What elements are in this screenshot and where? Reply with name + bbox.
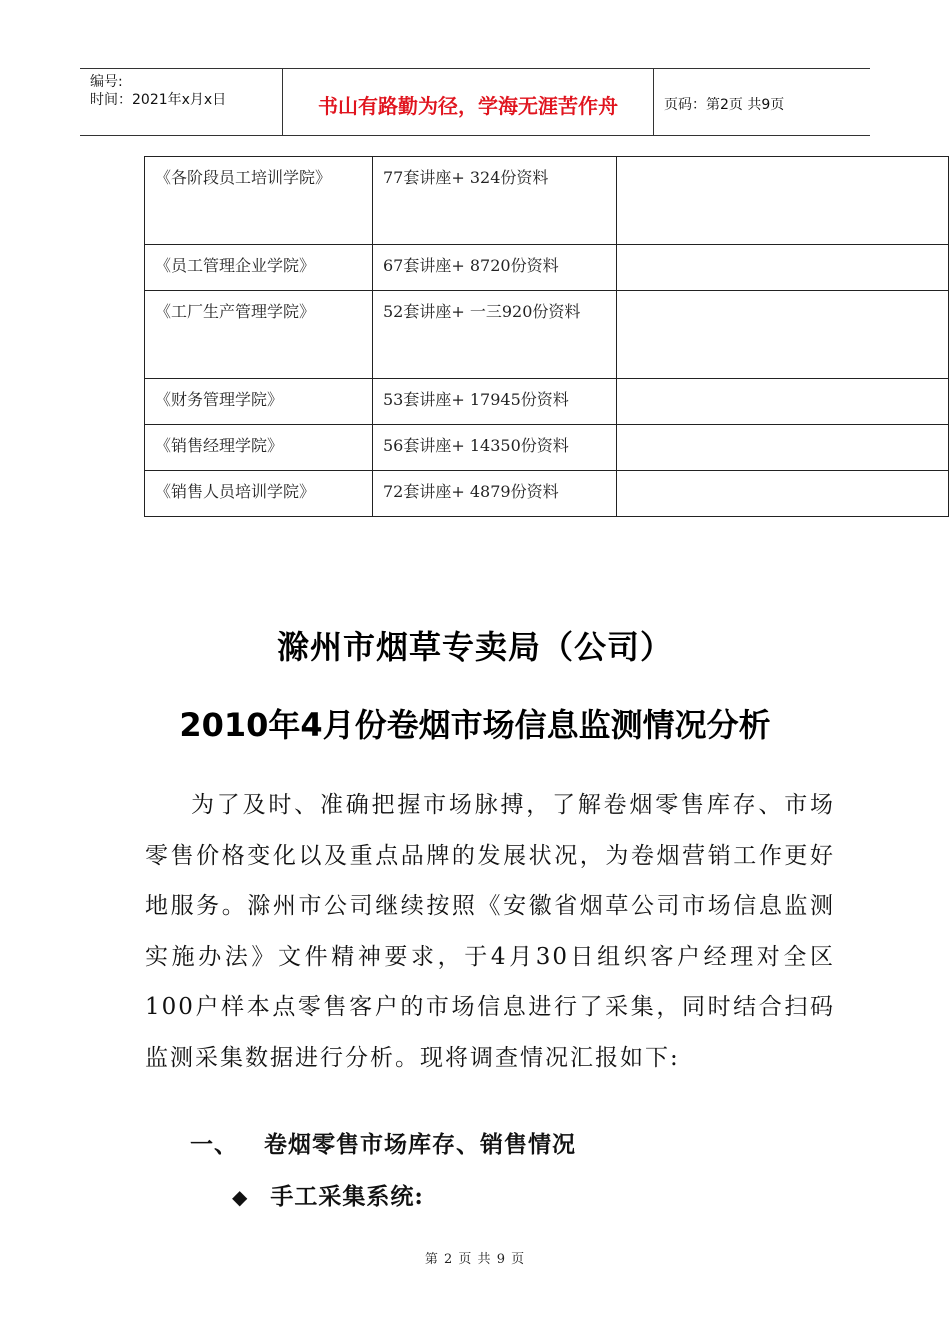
table-cell-name: 《销售人员培训学院》 (145, 471, 373, 517)
table-cell-name: 《员工管理企业学院》 (145, 245, 373, 291)
document-title: 滁州市烟草专卖局（公司） (276, 628, 673, 666)
table-cell-note (617, 379, 949, 425)
table-row (145, 425, 949, 471)
table-cell-name: 《财务管理学院》 (145, 379, 373, 425)
table-cell-note (617, 245, 949, 291)
table-cell-resources: 56套讲座+ 14350份资料 (373, 425, 617, 471)
table-cell-name: 《各阶段员工培训学院》 (145, 157, 373, 245)
header-motto: 书山有路勤为径，学海无涯苦作舟 (282, 69, 654, 135)
table-cell-name: 《销售经理学院》 (145, 425, 373, 471)
header-page-label: 页码：第2页 共9页 (664, 97, 785, 113)
table-cell-resources: 77套讲座+ 324份资料 (373, 157, 617, 245)
table-cell-resources: 52套讲座+ 一三920份资料 (373, 291, 617, 379)
document-subtitle: 2010年4月份卷烟市场信息监测情况分析 (179, 706, 771, 744)
diamond-bullet-icon: ◆ (232, 1185, 249, 1209)
table-row (145, 291, 949, 379)
table-cell-resources: 53套讲座+ 17945份资料 (373, 379, 617, 425)
table-row (145, 471, 949, 517)
table-cell-note (617, 157, 949, 245)
header-meta (80, 69, 282, 135)
intro-paragraph: 为了及时、准确把握市场脉搏，了解卷烟零售库存、市场零售价格变化以及重点品牌的发展状况，为卷烟营销工作更好地服务。滁州市公司继续按照《安徽省烟草公司市场信息监测实施办法》文件精神要求，于4月30日组织客户经理对全区100户样本点零售客户的市场信息进行了采集，同时结合扫码监测采集数据进行分析。现将调查情况汇报如下: (145, 792, 835, 1071)
table-cell-note (617, 425, 949, 471)
page-footer: 第 2 页 共 9 页 (424, 1252, 526, 1267)
course-table (144, 156, 949, 517)
section-title: 卷烟零售市场库存、销售情况 (264, 1131, 576, 1158)
table-cell-resources: 67套讲座+ 8720份资料 (373, 245, 617, 291)
table-row (145, 157, 949, 245)
page-header (80, 68, 870, 136)
subsection-heading (232, 1178, 424, 1211)
table-cell-note (617, 471, 949, 517)
table-row (145, 245, 949, 291)
table-row (145, 379, 949, 425)
table-cell-name: 《工厂生产管理学院》 (145, 291, 373, 379)
code-label: 编号: (90, 74, 123, 90)
time-label: 时间：2021年x月x日 (90, 92, 227, 108)
section-number: 一、 (190, 1131, 238, 1158)
section-heading (190, 1126, 576, 1159)
subsection-title: 手工采集系统: (270, 1183, 424, 1210)
table-cell-note (617, 291, 949, 379)
table-cell-resources: 72套讲座+ 4879份资料 (373, 471, 617, 517)
